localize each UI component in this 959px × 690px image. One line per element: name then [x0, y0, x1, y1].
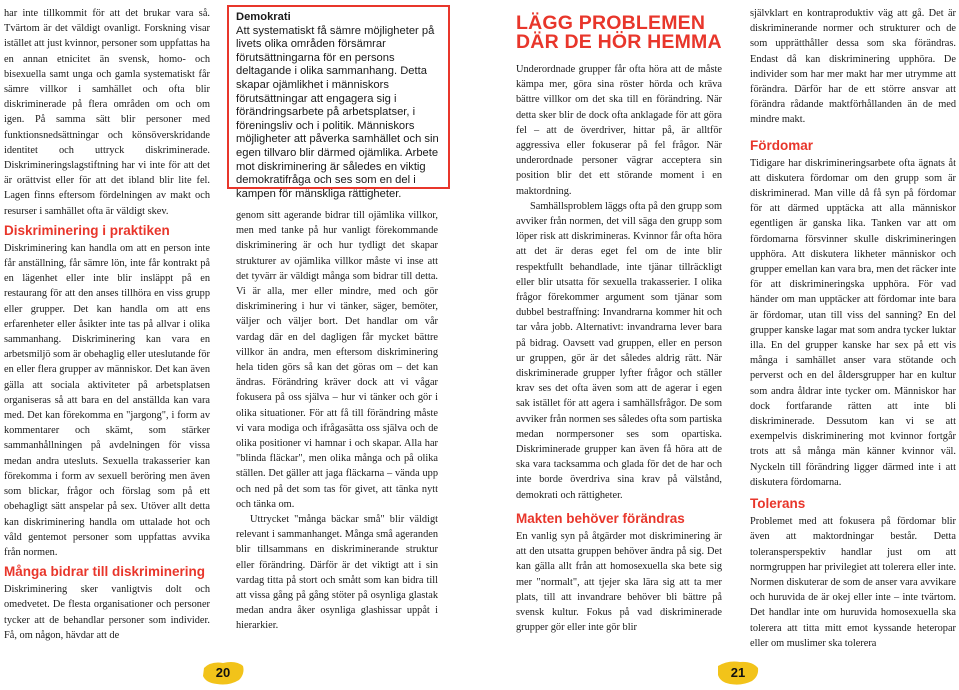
paragraph: Diskriminering sker vanligtvis dolt och omedvetet. De flesta organisationer och personer tycker att de behandlar personer som individer. Få, om någon, hävdar att de — [4, 584, 210, 641]
fact-box — [227, 5, 450, 200]
paragraph: Underordnade grupper får ofta höra att de måste kämpa mer, göra sina röster hörda och kräva bättre villkor om det ska till en förändring. När detta sker blir de dock ofta anklagade för att göra fel – att de överdriver, hittar på, är alltför aggressiva eller fokuserar på fel frågor. När underordnade personer vägrar acceptera sin position blir det ett störande moment i en maktordning. — [516, 64, 722, 197]
left-column-2 — [236, 208, 438, 634]
paragraph: självklart en kontraproduktiv väg att gå. Det är diskriminerande normer och strukturer och de som upprätthåller dessa som ska förändras. Endast då kan diskriminering upphöra. De individer som har mer makt har mer utrymme att förändra. Därför har de ett större ansvar att förändra rådande maktförhållanden än de med mindre makt. — [750, 8, 956, 126]
paragraph: En vanlig syn på åtgärder mot diskriminering är att den utsatta gruppen behöver ändra på sig. Det kan gälla allt från att homosexuella ska bete sig mer "normalt", att tjejer ska lära sig att ta mer plats, till att invandrare behöver bli bättre på svensk kultur. Fokus på vad diskriminerade grupper gör eller inte gör blir — [516, 530, 722, 634]
paragraph: genom sitt agerande bidrar till ojämlika villkor, men med tanke på hur vanligt förekommande diskriminering är och hur tydligt det skapar strukturer av ojämlika villkor måste vi inse att det tyvärr är väldigt många som bidrar till detta. Vi är alla, mer eller mindre, med och gör diskriminering i hur vi tänker, säger, bemöter, väljer och väljer bort. Det handlar om vår vardag där en del dagligen får mycket bättre villkor än andra, men eftersom diskriminering hela tiden görs så kan det göras om – det kan ändras. Förändring kräver dock att vi vågar fokusera på oss själva – hur vi tänker och gör i olika situationer. För att få till förändring måste vi vara modiga och ifrågasätta oss själva och de olika positioner vi hamnar i och skapar. Alla har "blinda fläckar", men olika många och på olika ställen. Det gäller att jaga fläckarna – vända upp och ned på det som tas för givet, att tänka nytt och tänka om. — [236, 210, 438, 510]
paragraph: har inte tillkommit för att det brukar vara så. Tvärtom är det väldigt ovanligt. Forskning visar istället att just kvinnor, personer som uppfattas ha en annan etnicitet än svensk, homo- och bisexuella samt unga och gamla systematiskt får sämre villkor i samhället och ofta blir diskriminerade på flera områden om och om igen. På samma sätt blir personer med funktionsnedsättningar och könsöverskridande identitet och uttryck diskriminerade. Diskrimineringslagstiftning har vi inte för att det är orättvist eller för att det ibland blir lite fel. Lagen finns eftersom fördelningen av makt och resurser i samhället ofta är väldigt skev. — [4, 8, 210, 217]
section-heading: Makten behöver förändras — [516, 510, 685, 526]
page-number-left — [201, 656, 245, 690]
section-heading: Fördomar — [750, 137, 814, 153]
left-column-1 — [4, 6, 210, 643]
page-number-text: 21 — [730, 665, 746, 680]
paragraph: Diskriminering kan handla om att en person inte får anställning, får sämre lön, inte får kontrakt på en lägenhet eller inte blir insläppt på en restaurang för att den anses tillhöra en viss grupp eller grupper. Det kan handla om att ens erfarenheter eller åsikter inte tas på allvar i olika sammanhang. Diskriminering kan vara en arbetsmiljö som är obehaglig eller uteslutande för en eller flera grupper av människor. Det kan även gälla att sociala aktiviteter på arbetsplatsen organiseras så att bara en del anställda kan vara med. Det kan förekomma en "jargong", i form av kommentarer och skämt, som stärker sammanhållningen på avdelningen för vissa medan andra utesluts. Sexuella trakasserier kan förekomma i form av sexuell beröring men även som blickar, frågor och förslag som på ett obehagligt sätt anspelar på sex. Utöver allt detta kan diskriminering handla om uttalade hot och våld gentemot personer som uppfattas avvika från normen. — [4, 242, 210, 558]
paragraph: Samhällsproblem läggs ofta på den grupp som avviker från normen, det vill säga den grupp som löper risk att diskrimineras. Kvinnor får ofta höra att det är deras eget fel om de inte blir respektfullt behandlade, inte tjänar tillräckligt eller blir utsatta för sexuella trakasserier. I olika frågor förekommer argument som tjänar som dubbel bestraffning: Invandrarna kommer hit och tar våra jobb. Alternativt: invandrarna lever bara på bidrag. Oavsett vad gruppen, eller en person ur gruppen, gör är det således aldrig rätt. När diskriminerade grupper lyfter frågor och ställer krav ses det ofta även som att de agerar i egen sak istället för att agera i samhällsfrågor. De som avviker från normen ses således ofta som partiska medan normpersoner ses som opartiska. Diskriminerade grupper kan även få höra att de ska vara tacksamma och glada för det de har och inte borde överdriva sina krav på välstånd, demokrati och rättigheter. — [516, 200, 722, 501]
main-heading: LÄGG PROBLEMEN DÄR DE HÖR HEMMA — [516, 12, 722, 53]
section-heading: Tolerans — [750, 496, 806, 512]
fact-box-text: Att systematiskt få sämre möjligheter på livets olika områden försämrar förutsättningarna för en persons deltagande i olika sammanhang. Detta skapar ojämlikhet i människors förutsättningar att engagera sig i förändringsarbete på arbetsplatser, i föreningsliv och i politik. Människors möjligheter att påverka samhället och sin egen tillvaro blir därmed ojämlika. Arbete mot diskriminering är således en viktig demokratifråga och ses som en del i kampen för mänskliga rättigheter. — [236, 24, 439, 200]
paragraph: Uttrycket "många bäckar små" blir väldigt relevant i sammanhanget. Många små ageranden blir tillsammans en diskriminerande struktur eller förändring. Därför är det viktigt att i sin vardag titta på stort och smått som kan bidra till att vissa gång på gång stöter på osynliga glastak medan andra åker osynliga glashissar uppåt i hierarkier. — [236, 514, 438, 632]
page-number-text: 20 — [215, 665, 231, 680]
paragraph: Tidigare har diskrimineringsarbete ofta ägnats åt att diskutera fördomar om den grupp som är diskriminerad. Man ville då få syn på fördomar för att därmed upptäcka att alla människor egentligen är ganska lika. Tanken var att om fördomarna försvinner skulle diskrimineringen upphöra. Att diskutera likheter människor och grupper emellan kan vara bra, men det räcker inte för att diskrimineringska upphöra. För vad händer om man upptäcker att fördomar inte bara är fördomar, utan till viss del sanning? En del grupper kanske lagar mat som andra tycker luktar illa. En del grupper kanske har sex på ett vis många i samhället anser vara stötande och perverst och en del åldersgrupper har en kultur som andra åldrar inte tycker om. Människor har dock fortfarande rätten att inte bli diskriminerade. Dessutom kan vi se att exempelvis diskriminering mot kvinnor fortgår trots att så många män känner kvinnor väl. Nyckeln till förändring ligger därmed inte i att diskutera fördomarna. — [750, 157, 956, 488]
paragraph: Problemet med att fokusera på fördomar blir även att maktordningar består. Detta toleransperspektiv handlar just om att normgruppen har privilegiet att tolerera eller inte. Normen diskuterar de som de anser vara avvikare och huruvida de är okej eller inte – inte tvärtom. Det handlar inte om huruvida homosexuella ska tolerera att titta mitt emot kyssande heteropar eller om muslimer ska tolerera — [750, 516, 956, 649]
section-heading: Många bidrar till diskriminering — [4, 564, 206, 580]
page-number-right — [716, 656, 760, 690]
right-column-2 — [750, 6, 956, 651]
section-heading: Diskriminering i praktiken — [4, 222, 170, 238]
right-column-1 — [516, 6, 722, 635]
fact-box-title: Demokrati — [236, 11, 291, 23]
